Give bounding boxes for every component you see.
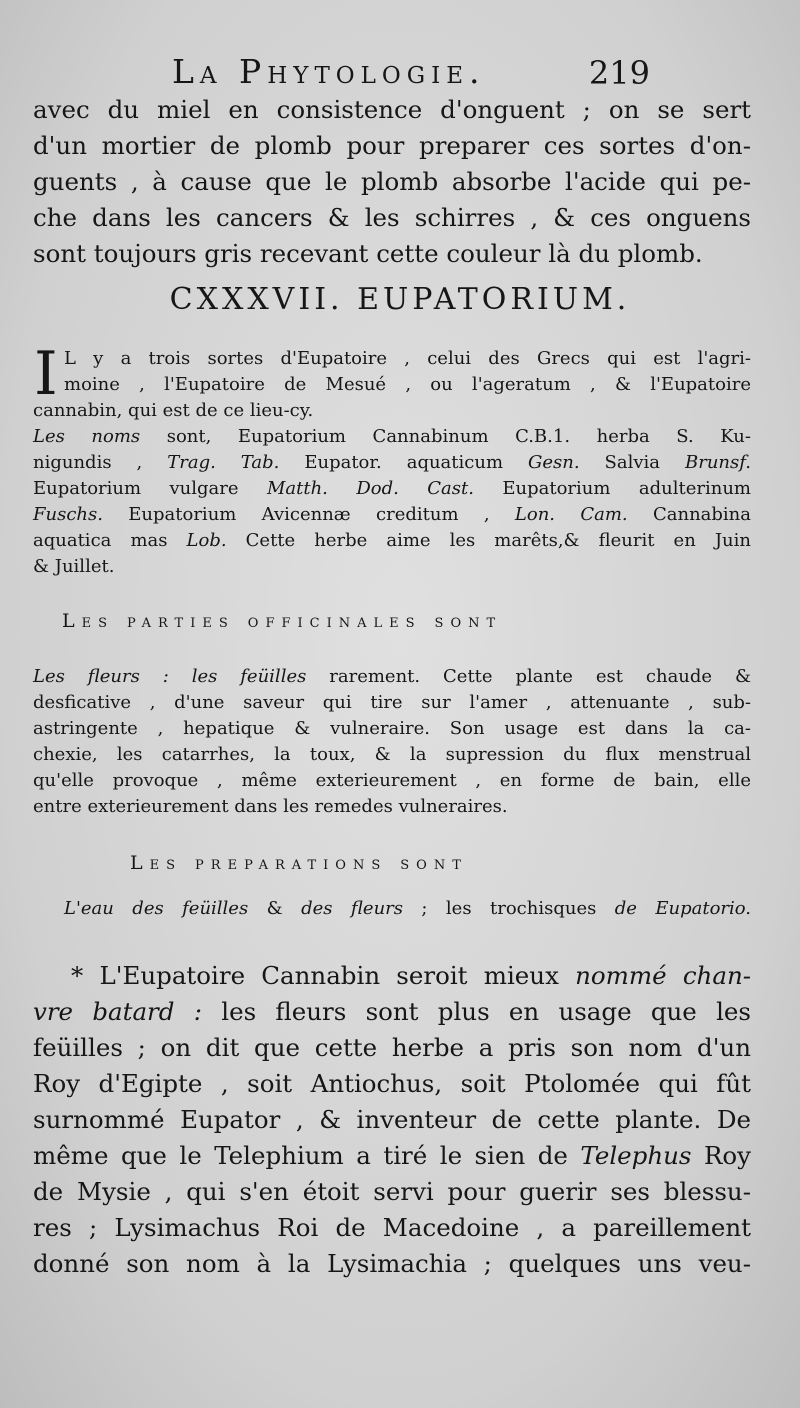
text-line: * L'Eupatoire Cannabin seroit mieux nommé chan- <box>71 961 751 990</box>
page-header <box>0 52 800 96</box>
text-line: guents , à cause que le plomb absorbe l'acide qui pe- <box>33 167 751 196</box>
text-line: Les fleurs : les feüilles rarement. Cette plante est chaude & <box>33 666 751 687</box>
text-line: res ; Lysimachus Roi de Macedoine , a pareillement <box>33 1213 751 1242</box>
section-heading-officinales: Les parties officinales sont <box>62 610 503 632</box>
text-line: Fuschs. Eupatorium Avicennæ creditum , Lon. Cam. Cannabina <box>33 504 752 525</box>
page-number: 219 <box>588 54 650 92</box>
text-line: sont toujours gris recevant cette couleur là du plomb. <box>33 239 703 268</box>
text-line: che dans les cancers & les schirres , & ces onguens <box>33 203 751 232</box>
text-line: desficative , d'une saveur qui tire sur l'amer , attenuante , sub- <box>33 692 751 713</box>
text-line: d'un mortier de plomb pour preparer ces sortes d'on- <box>33 131 751 160</box>
text-line: chexie, les catarrhes, la toux, & la supression du flux menstrual <box>33 744 751 765</box>
text-line: qu'elle provoque , même exterieurement , en forme de bain, elle <box>33 770 751 791</box>
text-line: même que le Telephium a tiré le sien de Telephus Roy <box>33 1141 752 1170</box>
text-line: aquatica mas Lob. Cette herbe aime les marêts,& fleurit en Juin <box>33 530 751 551</box>
text-line: entre exterieurement dans les remedes vulneraires. <box>33 796 508 817</box>
section-heading-preparations: Les preparations sont <box>130 852 468 874</box>
text-line: L y a trois sortes d'Eupatoire , celui des Grecs qui est l'agri- <box>64 348 751 369</box>
names-paragraph <box>33 424 751 580</box>
text-line: moine , l'Eupatoire de Mesué , ou l'ageratum , & l'Eupatoire <box>64 374 751 395</box>
text-line: donné son nom à la Lysimachia ; quelques uns veu- <box>33 1249 751 1278</box>
intro-paragraph <box>33 92 751 272</box>
text-line: vre batard : les fleurs sont plus en usage que les <box>33 997 751 1026</box>
preparations-line <box>64 896 751 922</box>
officinales-paragraph <box>33 664 751 820</box>
first-paragraph-lines-1-2 <box>64 346 751 398</box>
running-title: La Phytologie. <box>172 52 486 91</box>
text-line: surnommé Eupator , & inventeur de cette plante. De <box>33 1105 751 1134</box>
text-line: L'eau des feüilles & des fleurs ; les trochisques de Eupatorio. <box>64 898 752 919</box>
first-paragraph-line-3 <box>33 398 751 424</box>
text-line: Eupatorium vulgare Matth. Dod. Cast. Eupatorium adulterinum <box>33 478 751 499</box>
drop-cap: I <box>34 339 58 409</box>
text-line: & Juillet. <box>33 556 115 577</box>
text-line: cannabin, qui est de ce lieu-cy. <box>33 400 314 421</box>
text-line: avec du miel en consistence d'onguent ; on se sert <box>33 95 751 124</box>
note-paragraph <box>33 958 751 1282</box>
chapter-title: CXXXVII. EUPATORIUM. <box>169 282 631 317</box>
text-line: astringente , hepatique & vulneraire. Son usage est dans la ca- <box>33 718 751 739</box>
text-line: nigundis , Trag. Tab. Eupator. aquaticum Gesn. Salvia Brunsf. <box>33 452 751 473</box>
text-line: Les noms sont, Eupatorium Cannabinum C.B.1. herba S. Ku- <box>33 426 751 447</box>
italic-text: Les noms <box>33 426 141 447</box>
text-line: Roy d'Egipte , soit Antiochus, soit Ptolomée qui fût <box>33 1069 751 1098</box>
text-line: de Mysie , qui s'en étoit servi pour guerir ses blessu- <box>33 1177 751 1206</box>
text-line: feüilles ; on dit que cette herbe a pris son nom d'un <box>33 1033 751 1062</box>
